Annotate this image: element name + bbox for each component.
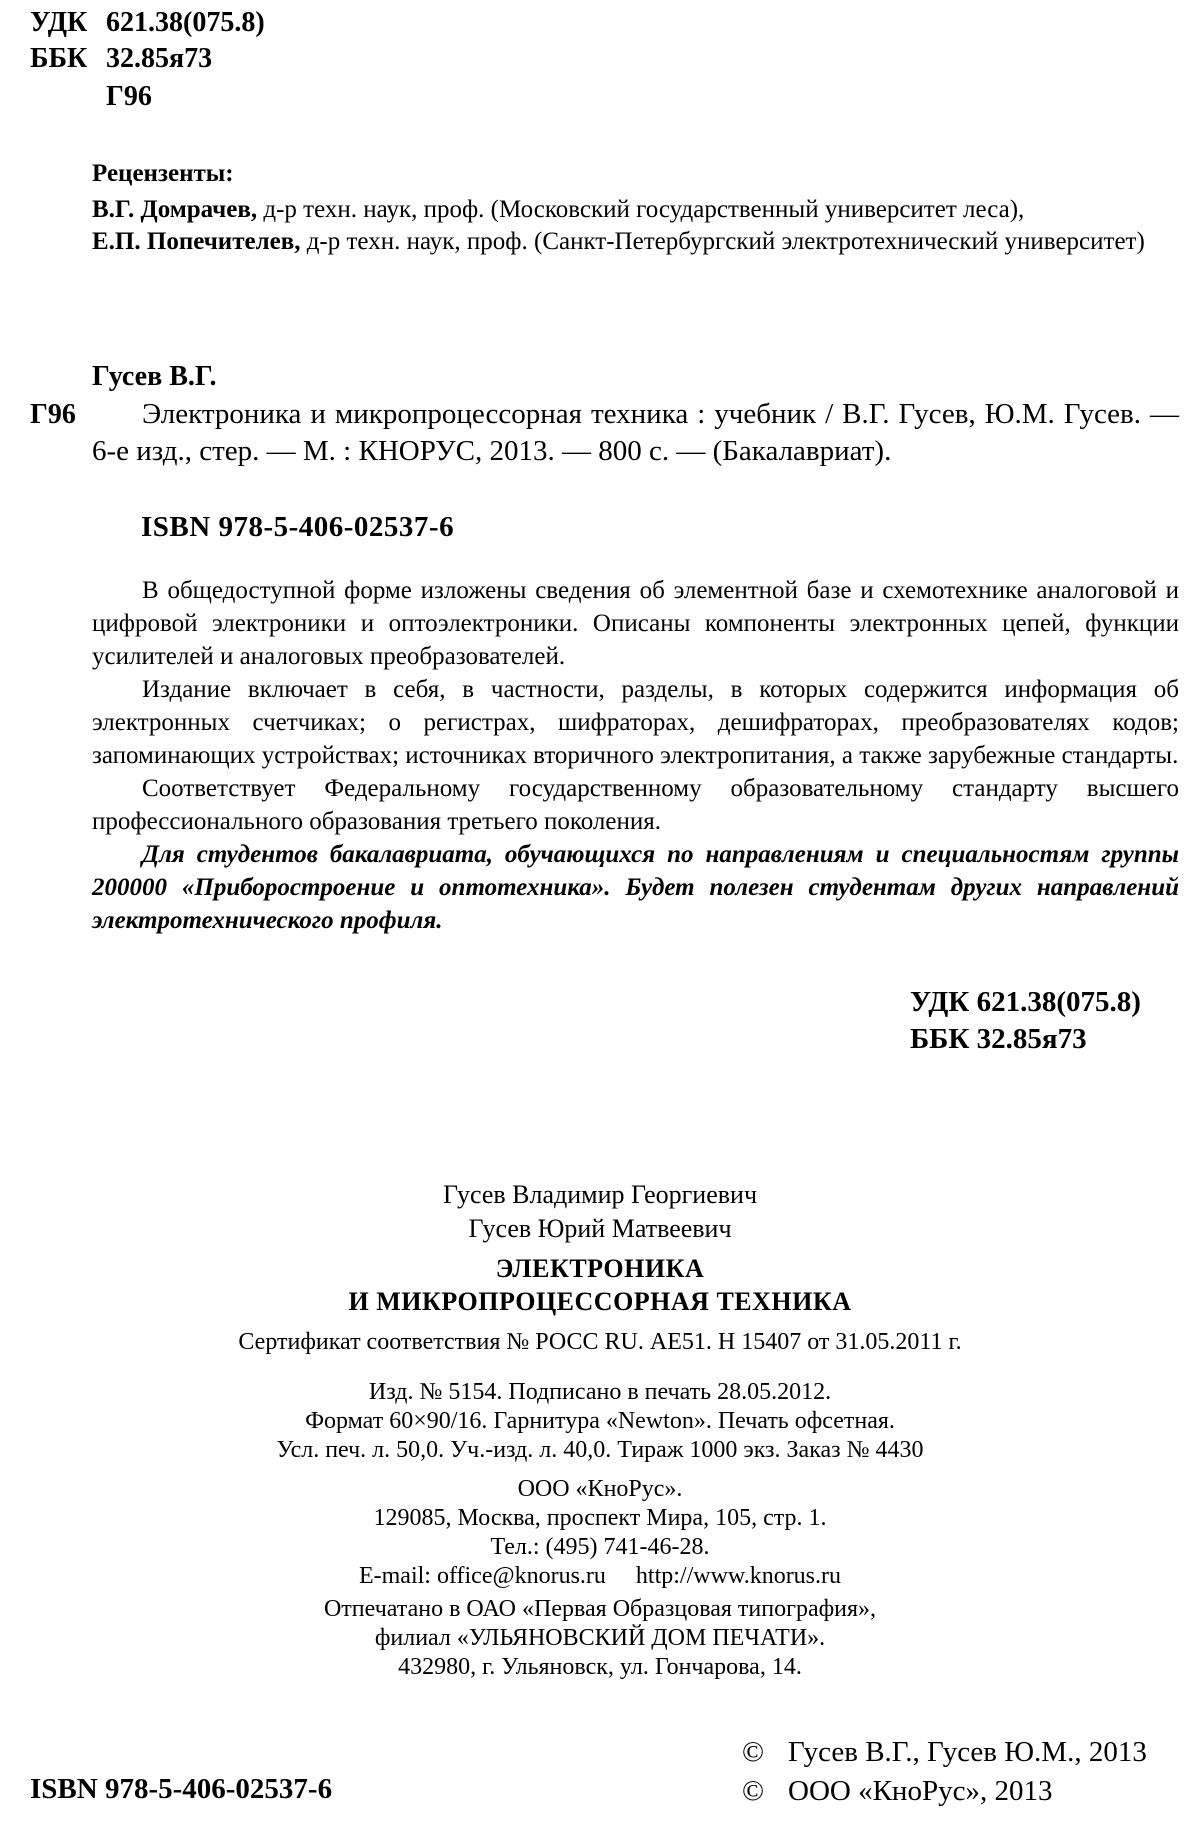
- print-info-line-3: Усл. печ. л. 50,0. Уч.-изд. л. 40,0. Тираж 1000 экз. Заказ № 4430: [276, 1437, 924, 1463]
- printer-line-2: филиал «УЛЬЯНОВСКИЙ ДОМ ПЕЧАТИ».: [374, 1625, 826, 1651]
- reviewer-2-text: д-р техн. наук, проф. (Санкт-Петербургский электротехнический университет): [300, 228, 1145, 255]
- printer-line-1: Отпечатано в ОАО «Первая Образцовая типография»,: [323, 1596, 877, 1622]
- reviewer-2: [92, 226, 1177, 258]
- classification-right: [910, 984, 1141, 1058]
- annotation: [92, 574, 1179, 937]
- reviewer-1-text: д-р техн. наук, проф. (Московский государственный университет леса),: [257, 196, 1025, 223]
- reviewer-1: [92, 194, 1177, 226]
- print-info-line-1: Изд. № 5154. Подписано в печать 28.05.2012.: [368, 1379, 832, 1405]
- reviewers-block: [92, 158, 1177, 258]
- colophon-author-2: Гусев Юрий Матвеевич: [468, 1214, 732, 1243]
- printer-line-3: 432980, г. Ульяновск, ул. Гончарова, 14.: [398, 1654, 802, 1680]
- bib-author: Гусев В.Г.: [92, 361, 217, 392]
- colophon-publisher: [0, 1475, 1200, 1591]
- copyright-text-2: ООО «КноРус», 2013: [788, 1775, 1053, 1807]
- udk-value: 621.38(075.8): [106, 7, 265, 38]
- copyright-icon: ©: [742, 1775, 765, 1807]
- copyright-line-1: [742, 1733, 1147, 1772]
- copyright-line-2: [742, 1772, 1147, 1811]
- annotation-paragraph-1: В общедоступной форме изложены сведения об элементной базе и схемотехнике аналоговой и цифровой электроники и оптоэлектроники. Описаны компоненты электронных цепей, функции усилителей и аналоговых преобразователей.: [92, 577, 1179, 670]
- isbn-bottom: ISBN 978-5-406-02537-6: [30, 1773, 333, 1805]
- udk-label: УДК: [30, 7, 88, 38]
- colophon-title: [0, 1252, 1200, 1318]
- publisher-name: ООО «КноРус».: [517, 1476, 683, 1502]
- colophon-print-info: [0, 1378, 1200, 1465]
- udk-right: УДК 621.38(075.8): [910, 986, 1141, 1018]
- publisher-address: 129085, Москва, проспект Мира, 105, стр. 1.: [373, 1505, 827, 1531]
- colophon-author-1: Гусев Владимир Георгиевич: [442, 1180, 758, 1209]
- annotation-paragraph-3: Соответствует Федеральному государственному образовательному стандарту высшего профессионального образования третьего поколения.: [92, 775, 1179, 835]
- author-code-top: Г96: [106, 81, 152, 112]
- reviewer-1-name: В.Г. Домрачев,: [92, 196, 258, 223]
- bib-description: Электроника и микропроцессорная техника : учебник / В.Г. Гусев, Ю.М. Гусев. — 6-е изд., стер. — М. : КНОРУС, 2013. — 800 с. — (Бакалавриат).: [92, 398, 1179, 467]
- copyright-text-1: Гусев В.Г., Гусев Ю.М., 2013: [788, 1736, 1147, 1768]
- bbk-right: ББК 32.85я73: [910, 1023, 1087, 1055]
- colophon-certificate: Сертификат соответствия № РОСС RU. АЕ51. Н 15407 от 31.05.2011 г.: [238, 1329, 962, 1355]
- colophon-authors: [0, 1178, 1200, 1246]
- publisher-contacts: E-mail: office@knorus.ru http://www.knorus.ru: [358, 1563, 842, 1589]
- copyright-icon: ©: [742, 1736, 765, 1768]
- bib-author-code: Г96: [30, 399, 76, 430]
- publisher-phone: Тел.: (495) 741-46-28.: [490, 1534, 710, 1560]
- isbn-main: ISBN 978-5-406-02537-6: [141, 511, 455, 543]
- reviewers-heading: Рецензенты:: [92, 160, 234, 187]
- bbk-row: [30, 42, 212, 76]
- annotation-paragraph-2: Издание включает в себя, в частности, разделы, в которых содержится информация об электронных счетчиках; о регистрах, шифраторах, дешифраторах, преобразователях кодов; запоминающих устройствах; источниках вторичного электропитания, а также зарубежные стандарты.: [92, 676, 1179, 769]
- colophon-title-line-2: И МИКРОПРОЦЕССОРНАЯ ТЕХНИКА: [348, 1287, 852, 1316]
- print-info-line-2: Формат 60×90/16. Гарнитура «Newton». Печать офсетная.: [305, 1408, 895, 1434]
- bbk-label: ББК: [30, 43, 88, 74]
- colophon-printer: [0, 1595, 1200, 1682]
- bbk-value: 32.85я73: [106, 43, 213, 74]
- colophon-title-line-1: ЭЛЕКТРОНИКА: [495, 1254, 705, 1283]
- reviewer-2-name: Е.П. Попечителев,: [92, 228, 301, 255]
- annotation-audience: Для студентов бакалавриата, обучающихся по направлениям и специальностям группы 200000 «Приборостроение и оптотехника». Будет полезен студентам других направлений электротехнического профиля.: [92, 841, 1179, 934]
- udk-row: [30, 6, 265, 40]
- copyright-block: [742, 1733, 1147, 1811]
